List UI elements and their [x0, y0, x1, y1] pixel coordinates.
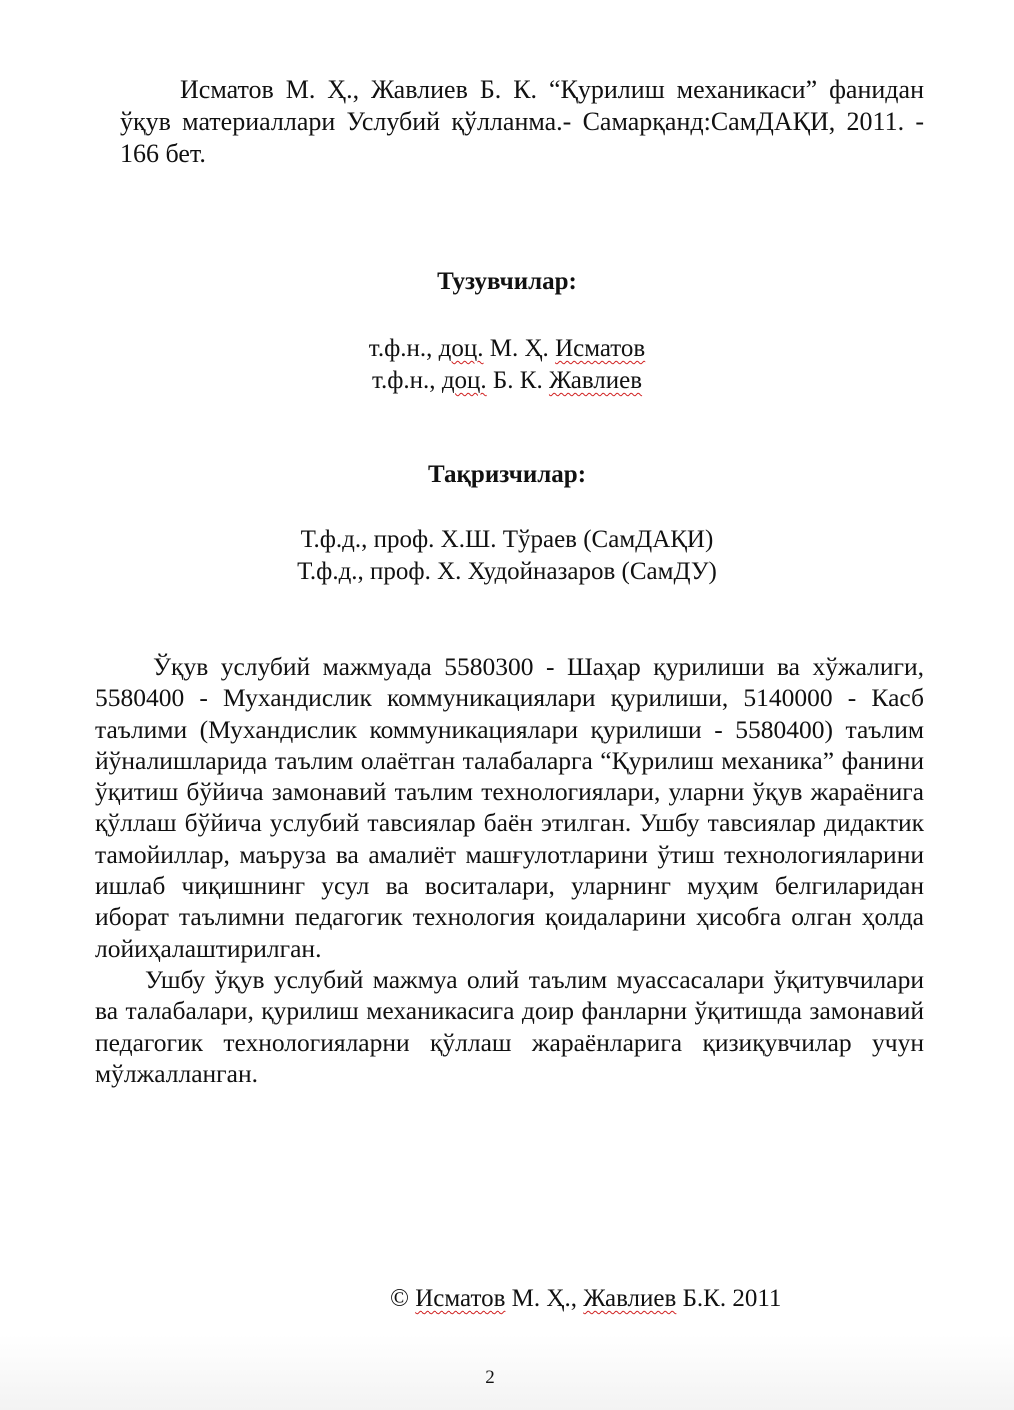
page-number: 2: [485, 1367, 495, 1388]
abstract-paragraph: Ўқув услубий мажмуада 5580300 - Шаҳар қурилиши ва хўжалиги, 5580400 - Мухандислик коммуникациялари қурилиши, 5140000 - Касб таълими (Мухандислик коммуникациялари қурилиши - 5580400) таълим йўналишларида таълим олаётган талабаларга “Қурилиш механика” фанини ўқитиш бўйича замонавий таълим технологиялари, уларни ўқув жараёнига қўллаш бўйича услубий тавсиялар баён этилган. Ушбу тавсиялар дидактик тамойиллар, маъруза ва амалиёт машғулотларини ўтиш технологияларини ишлаб чиқишнинг усул ва воситалари, уларнинг муҳим белгиларидан иборат таълимни педагогик технология қоидаларини ҳисобга олган ҳолда лойиҳалаштирилган.: [95, 652, 924, 963]
abstract: [95, 651, 924, 1089]
compiler-surname: Жавлиев: [548, 367, 643, 394]
bibliographic-reference: Исматов М. Ҳ., Жавлиев Б. К. “Қурилиш механикаси” фанидан ўқув материаллари Услубий қўлланма.- Самарқанд:СамДАҚИ, 2011. - 166 бет.: [120, 75, 924, 168]
compiler-line: [0, 333, 1014, 365]
compiler-title: доц.: [441, 367, 487, 394]
compilers-heading: Тузувчилар:: [437, 268, 577, 295]
compiler-degree: т.ф.н.,: [368, 335, 439, 362]
copyright-symbol: ©: [390, 1285, 416, 1312]
reviewer-line: Т.ф.д., проф. Х.Ш. Тўраев (СамДАҚИ): [300, 526, 714, 553]
compiler-surname: Исматов: [555, 335, 646, 362]
abstract-paragraph: Ушбу ўқув услубий мажмуа олий таълим муассасалари ўқитувчилари ва талабалари, қурилиш механикасига доир фанларни ўқитишда замонавий педагогик технологияларни қўллаш жараёнларига қизиқувчилар учун мўлжалланган.: [95, 964, 924, 1088]
compiler-initials: Б. К.: [486, 367, 549, 394]
reviewer-line: Т.ф.д., проф. Х. Худойназаров (СамДУ): [297, 558, 717, 585]
compiler-degree: т.ф.н.,: [371, 367, 442, 394]
copyright-initials: М. Ҳ.,: [505, 1285, 584, 1312]
reviewers-heading: Тақризчилар:: [427, 461, 587, 488]
copyright-year: Б.К. 2011: [676, 1285, 782, 1312]
compiler-initials: М. Ҳ.: [483, 335, 556, 362]
copyright-author: Жавлиев: [583, 1285, 677, 1312]
compiler-title: доц.: [438, 335, 484, 362]
copyright-notice: [390, 1285, 781, 1313]
copyright-author: Исматов: [415, 1285, 506, 1312]
compiler-line: [0, 365, 1014, 397]
